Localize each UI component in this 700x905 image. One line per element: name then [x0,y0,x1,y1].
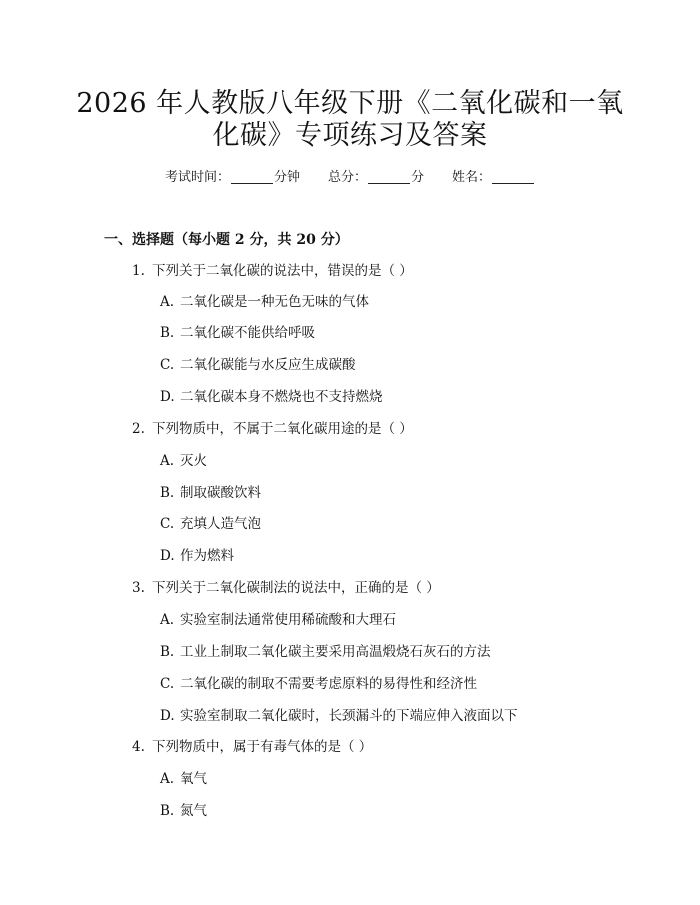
section-heading: 一、选择题（每小题 2 分，共 20 分） [104,232,349,248]
option [160,769,207,789]
document-title-line-2: 化碳》专项练习及答案 [212,120,488,151]
time-unit: 分钟 [273,170,300,185]
question-number: 4. [132,739,145,755]
option [160,387,383,407]
question [132,261,413,281]
option-text: 制取碳酸饮料 [180,485,261,501]
option-text: 灭火 [180,453,207,469]
option-text: 实验室制取二氧化碳时，长颈漏斗的下端应伸入液面以下 [180,708,518,724]
option [160,674,477,694]
option [160,323,315,343]
option [160,642,491,662]
option-text: 氮气 [180,803,207,819]
question [132,419,413,439]
option-letter: D. [160,548,175,564]
score-blank [368,183,410,184]
option [160,355,356,375]
option [160,292,369,312]
question-text: 下列物质中，不属于二氧化碳用途的是（ ） [152,421,413,437]
option-letter: D. [160,708,175,724]
option-letter: A. [160,771,175,787]
option-text: 二氧化碳能与水反应生成碳酸 [180,357,356,373]
option-text: 充填人造气泡 [180,516,261,532]
option [160,514,261,534]
option [160,483,261,503]
question-text: 下列关于二氧化碳的说法中，错误的是（ ） [152,263,413,279]
option-letter: C. [160,357,175,373]
option-letter: B. [160,644,175,660]
option-letter: B. [160,803,175,819]
question-number: 1. [132,263,145,279]
time-blank [231,183,273,184]
document-title-line-1: 2026 年人教版八年级下册《二氧化碳和一氧 [76,88,624,119]
score-unit: 分 [411,170,425,185]
option-text: 二氧化碳是一种无色无味的气体 [180,294,369,310]
option-text: 二氧化碳不能供给呼吸 [180,325,315,341]
option-letter: C. [160,676,175,692]
exam-info-line [0,168,700,188]
option [160,706,518,726]
question-text: 下列关于二氧化碳制法的说法中，正确的是（ ） [152,580,440,596]
option-letter: C. [160,516,175,532]
option-letter: B. [160,325,175,341]
question [132,578,440,598]
name-blank [492,183,534,184]
option-text: 实验室制法通常使用稀硫酸和大理石 [180,612,396,628]
question [132,737,372,757]
time-label: 考试时间： [164,170,230,185]
option-text: 工业上制取二氧化碳主要采用高温煅烧石灰石的方法 [180,644,491,660]
option-letter: A. [160,294,175,310]
option-letter: D. [160,389,175,405]
option-letter: A. [160,612,175,628]
question-number: 2. [132,421,145,437]
option [160,801,207,821]
option [160,451,207,471]
option-text: 二氧化碳本身不燃烧也不支持燃烧 [180,389,383,405]
score-label: 总分： [327,170,367,185]
question-number: 3. [132,580,145,596]
option [160,610,396,630]
option-text: 氧气 [180,771,207,787]
name-label: 姓名： [452,170,492,185]
question-text: 下列物质中，属于有毒气体的是（ ） [152,739,373,755]
option-text: 作为燃料 [180,548,234,564]
option-letter: A. [160,453,175,469]
option-text: 二氧化碳的制取不需要考虑原料的易得性和经济性 [180,676,477,692]
option [160,546,234,566]
option-letter: B. [160,485,175,501]
